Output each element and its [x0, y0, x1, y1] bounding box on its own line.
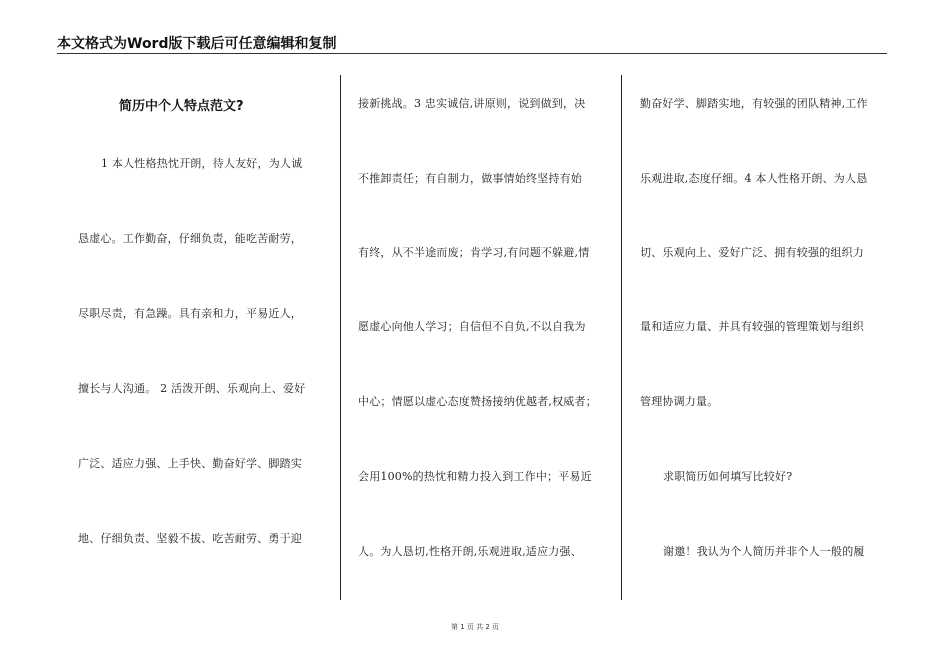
col1-line-5: 广泛、适应力强、上手快、勤奋好学、脚踏实 — [78, 457, 302, 470]
col3-line-4: 量和适应力量、并具有较强的管理策划与组织 — [640, 320, 864, 333]
header-text: 本文格式为Word版下载后可任意编辑和复制 — [57, 36, 337, 52]
col3-line-1: 勤奋好学、脚踏实地，有较强的团队精神,工作 — [640, 97, 868, 110]
page-title: 简历中个人特点范文? — [119, 99, 244, 114]
col2-line-3: 有终，从不半途而废；肯学习,有问题不躲避,情 — [358, 246, 590, 259]
col2-line-4: 愿虚心向他人学习；自信但不自负,不以自我为 — [358, 320, 586, 333]
col1-line-6: 地、仔细负责、坚毅不拔、吃苦耐劳、勇于迎 — [78, 532, 302, 545]
col2-line-6: 会用100%的热忱和精力投入到工作中；平易近 — [358, 470, 592, 483]
col2-line-2: 不推卸责任；有自制力，做事情始终坚持有始 — [358, 172, 582, 185]
document-header — [57, 33, 887, 54]
col3-line-2: 乐观进取,态度仔细。4 本人性格开朗、为人恳 — [640, 172, 868, 185]
col1-line-4: 擅长与人沟通。 2 活泼开朗、乐观向上、爱好 — [78, 382, 306, 395]
column-divider-2 — [621, 75, 622, 600]
col2-line-1: 接新挑战。3 忠实诚信,讲原则，说到做到，决 — [358, 97, 586, 110]
col3-line-3: 切、乐观向上、爱好广泛、拥有较强的组织力 — [640, 246, 864, 259]
col1-line-1: 1 本人性格热忱开朗，待人友好，为人诚 — [101, 157, 303, 170]
col2-line-7: 人。为人恳切,性格开朗,乐观进取,适应力强、 — [358, 545, 582, 558]
col1-line-3: 尽职尽责，有急躁。具有亲和力，平易近人， — [78, 307, 302, 320]
page-number: 第 1 页 共 2 页 — [450, 623, 500, 631]
col1-line-2: 恳虚心。工作勤奋，仔细负责，能吃苦耐劳， — [78, 232, 302, 245]
col3-line-6: 求职简历如何填写比较好? — [663, 470, 793, 483]
col3-line-5: 管理协调力量。 — [640, 395, 719, 408]
col2-line-5: 中心；情愿以虚心态度赞扬接纳优越者,权威者； — [358, 395, 597, 408]
column-divider-1 — [340, 75, 341, 600]
col3-line-7: 谢邀！我认为个人简历并非个人一般的履 — [663, 545, 865, 558]
